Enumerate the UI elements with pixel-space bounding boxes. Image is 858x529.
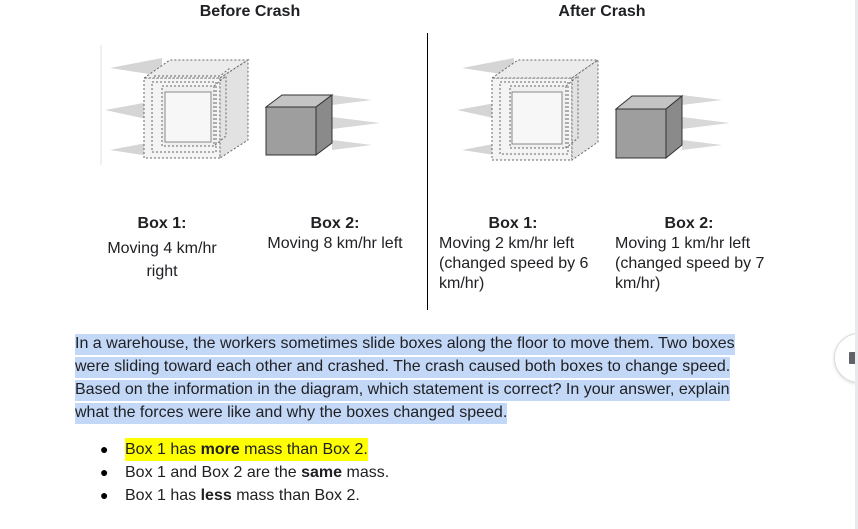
motion-lines-right — [332, 95, 380, 150]
after-box2-heading: Box 2: — [664, 215, 714, 232]
answer-option-more[interactable] — [100, 438, 389, 461]
motion-lines-right — [682, 95, 730, 150]
after-box1-label — [439, 214, 595, 294]
after-crash-title: After Crash — [558, 3, 646, 20]
after-box2-label — [615, 214, 771, 294]
after-box2-figure — [612, 85, 732, 165]
before-box1-label — [100, 214, 224, 283]
before-box2-figure — [262, 85, 382, 165]
after-box1-figure — [452, 40, 612, 170]
option-text[interactable]: Box 1 has more mass than Box 2. — [125, 438, 368, 461]
before-box1-heading: Box 1: — [137, 215, 187, 232]
bullet-icon: ● — [100, 487, 109, 503]
before-box2-heading: Box 2: — [310, 215, 360, 232]
option-text[interactable]: Box 1 and Box 2 are the same mass. — [125, 464, 390, 481]
answer-options — [100, 438, 389, 507]
answer-option-same[interactable] — [100, 461, 389, 484]
before-box2-description: Moving 8 km/hr left — [267, 235, 403, 252]
after-box1-description: Moving 2 km/hr left (changed speed by 6 km/hr) — [439, 235, 589, 292]
after-box1-heading: Box 1: — [488, 215, 538, 232]
option-text[interactable]: Box 1 has less mass than Box 2. — [125, 487, 360, 504]
after-box2-description: Moving 1 km/hr left (changed speed by 7 km/hr) — [615, 235, 765, 292]
before-crash-title: Before Crash — [199, 3, 301, 20]
bullet-icon: ● — [100, 441, 109, 457]
column-divider — [427, 33, 428, 310]
before-box2-label — [258, 214, 412, 254]
bullet-icon: ● — [100, 464, 109, 480]
answer-option-less[interactable] — [100, 484, 389, 507]
question-text[interactable]: In a warehouse, the workers sometimes slide boxes along the floor to move them. Two boxes were sliding toward each other and crashed. The crash caused both boxes to change speed. Based on the information in the diagram, which statement is correct? In your answer, explain what the forces were like and why the boxes changed speed. — [75, 334, 735, 424]
before-box1-figure — [100, 40, 260, 170]
before-box1-description: Moving 4 km/hr right — [107, 240, 217, 280]
question-paragraph[interactable] — [75, 332, 765, 424]
